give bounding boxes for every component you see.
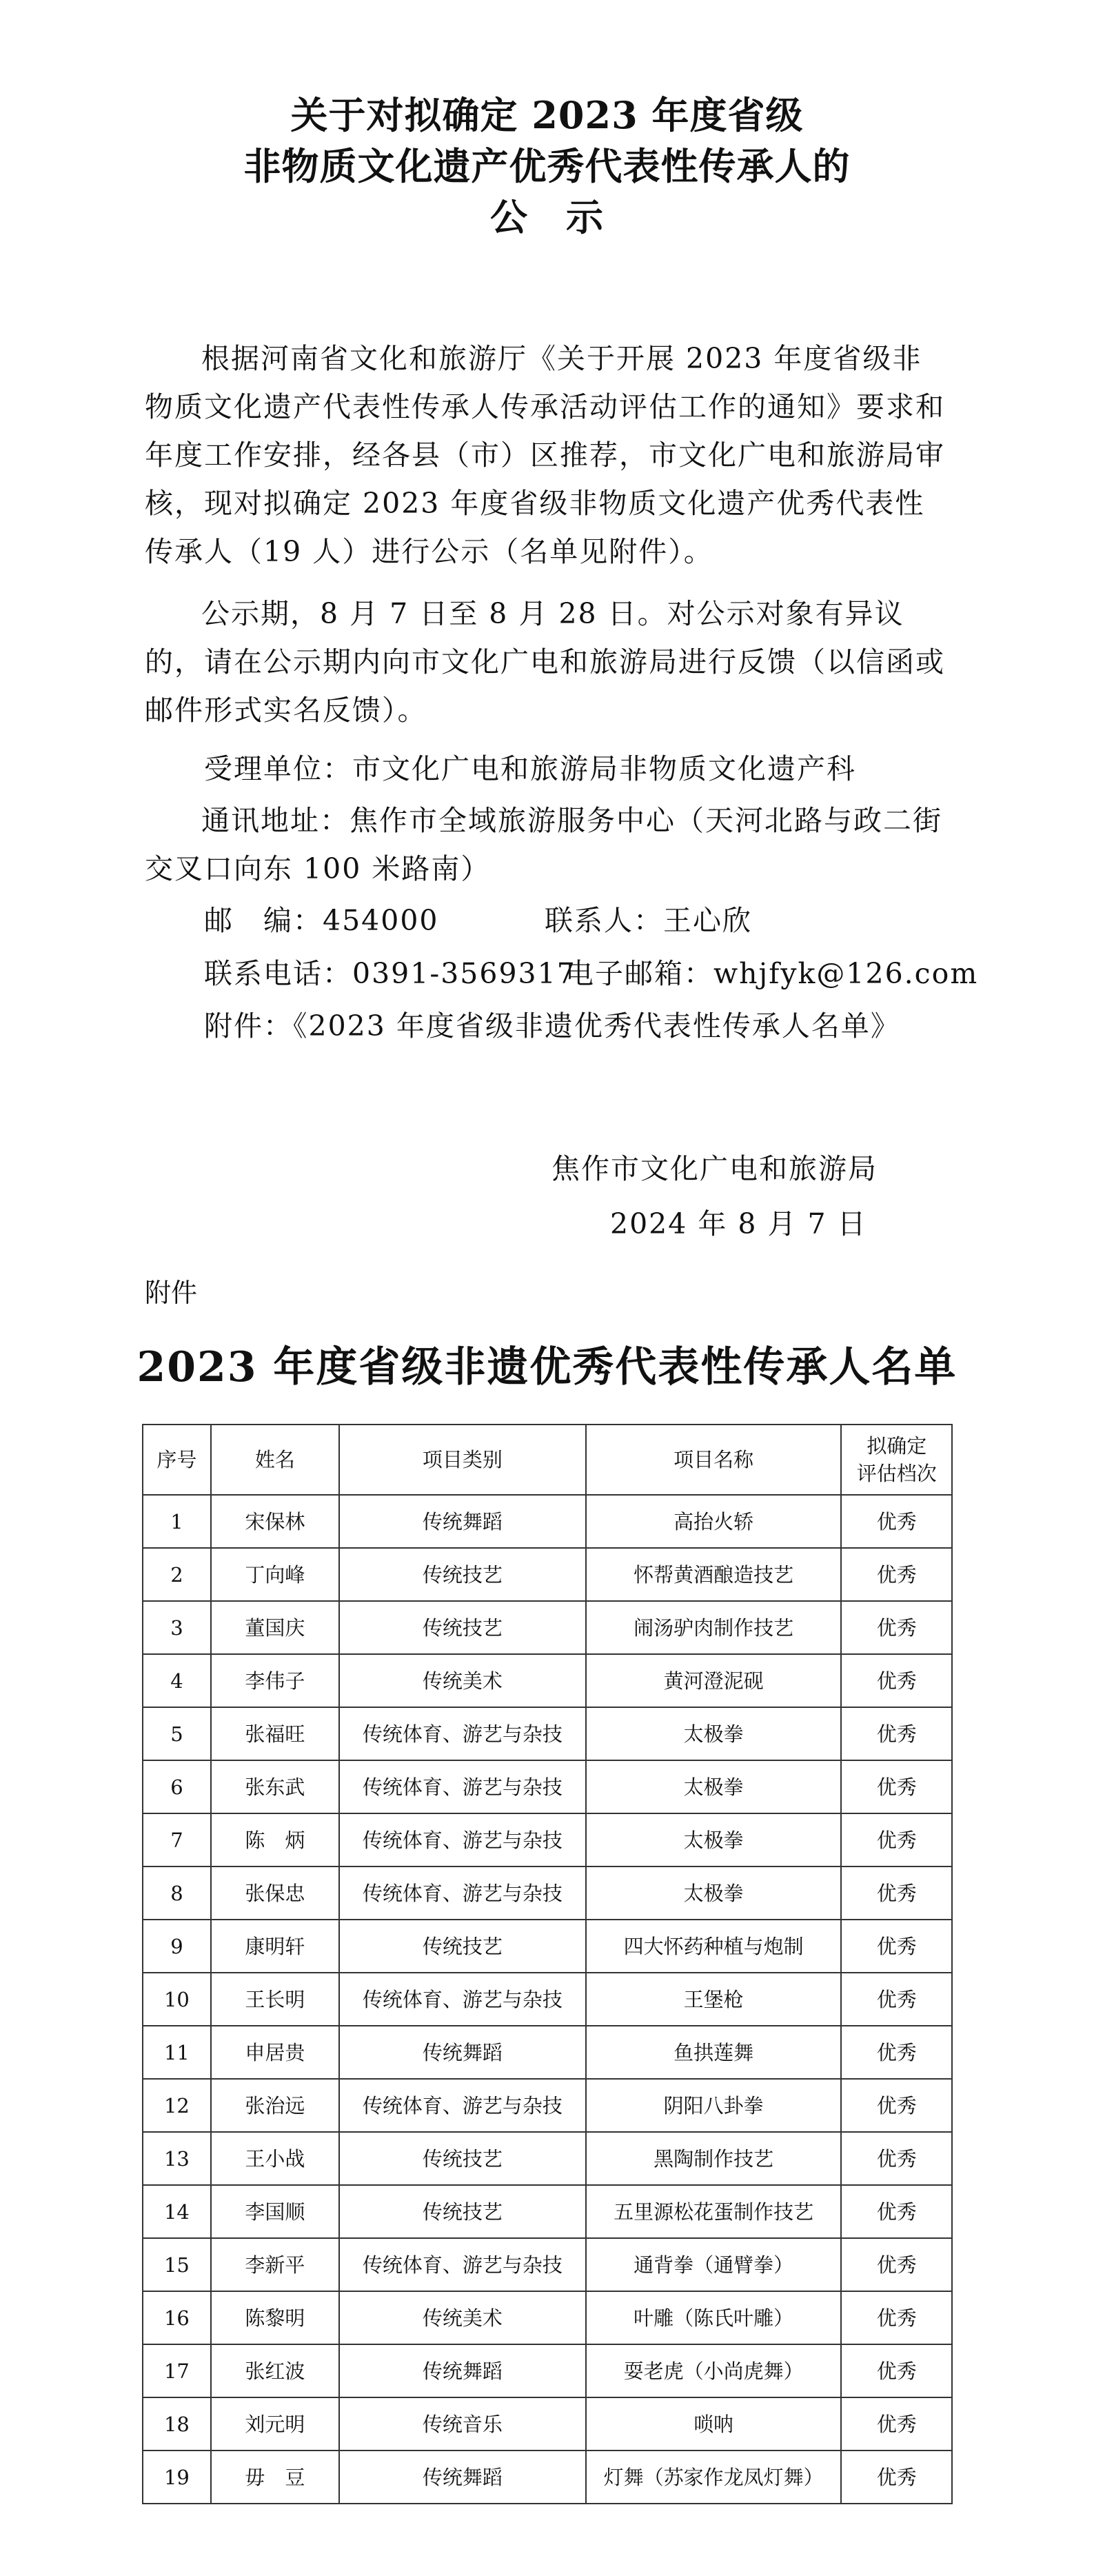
attachment-reference: 附件：《2023 年度省级非遗优秀代表性传承人名单》 [204,1009,900,1043]
cell-no: 7 [143,1813,211,1866]
cell-no: 18 [143,2397,211,2451]
cell-project: 王堡枪 [586,1973,842,2026]
cell-no: 13 [143,2132,211,2185]
cell-category: 传统舞蹈 [339,2026,586,2079]
table-row [143,1654,952,1707]
cell-category: 传统美术 [339,1654,586,1707]
attachment-title: 2023 年度省级非遗优秀代表性传承人名单 [136,1343,958,1391]
cell-category: 传统技艺 [339,2185,586,2238]
cell-name: 张红波 [211,2344,339,2397]
table-row [143,2079,952,2132]
table-row [143,1813,952,1866]
cell-grade: 优秀 [841,1866,952,1920]
cell-category: 传统体育、游艺与杂技 [339,1866,586,1920]
contact-phone: 联系电话：0391-3569317 [204,957,576,990]
table-row [143,2451,952,2504]
cell-category: 传统舞蹈 [339,2451,586,2504]
cell-category: 传统体育、游艺与杂技 [339,2079,586,2132]
header-category: 项目类别 [339,1425,586,1495]
cell-no: 9 [143,1920,211,1973]
cell-name: 康明轩 [211,1920,339,1973]
cell-project: 黑陶制作技艺 [586,2132,842,2185]
cell-name: 王小战 [211,2132,339,2185]
table-row [143,2291,952,2344]
notice-title-line-1: 关于对拟确定 2023 年度省级 [290,93,804,137]
cell-category: 传统技艺 [339,1548,586,1601]
table-row [143,1707,952,1760]
cell-no: 10 [143,1973,211,2026]
cell-category: 传统技艺 [339,2132,586,2185]
table-row [143,1760,952,1813]
cell-name: 毋 豆 [211,2451,339,2504]
cell-grade: 优秀 [841,2185,952,2238]
cell-name: 张治远 [211,2079,339,2132]
cell-no: 16 [143,2291,211,2344]
cell-category: 传统音乐 [339,2397,586,2451]
issue-date: 2024 年 8 月 7 日 [610,1207,867,1240]
cell-no: 17 [143,2344,211,2397]
cell-name: 刘元明 [211,2397,339,2451]
cell-grade: 优秀 [841,2079,952,2132]
cell-project: 太极拳 [586,1707,842,1760]
notice-title-line-3: 公 示 [490,195,604,239]
cell-grade: 优秀 [841,2238,952,2291]
table-row [143,2344,952,2397]
cell-no: 5 [143,1707,211,1760]
table-row [143,2185,952,2238]
cell-grade: 优秀 [841,1654,952,1707]
cell-no: 12 [143,2079,211,2132]
cell-project: 怀帮黄酒酿造技艺 [586,1548,842,1601]
cell-grade: 优秀 [841,1495,952,1548]
cell-category: 传统体育、游艺与杂技 [339,1760,586,1813]
table-row [143,1548,952,1601]
notice-paragraph-2: 公示期，8 月 7 日至 8 月 28 日。对公示对象有异议的，请在公示期内向市文化广电和旅游局进行反馈（以信函或邮件形式实名反馈）。 [145,597,945,727]
attachment-label: 附件 [145,1278,198,1308]
table-row [143,1866,952,1920]
cell-category: 传统技艺 [339,1601,586,1654]
cell-category: 传统舞蹈 [339,2344,586,2397]
cell-name: 申居贵 [211,2026,339,2079]
cell-grade: 优秀 [841,1707,952,1760]
cell-name: 丁向峰 [211,1548,339,1601]
cell-name: 宋保林 [211,1495,339,1548]
cell-grade: 优秀 [841,1548,952,1601]
cell-project: 高抬火轿 [586,1495,842,1548]
header-no: 序号 [143,1425,211,1495]
cell-grade: 优秀 [841,2132,952,2185]
cell-project: 黄河澄泥砚 [586,1654,842,1707]
table-row [143,1973,952,2026]
contact-person: 联系人：王心欣 [545,904,752,937]
cell-project: 太极拳 [586,1813,842,1866]
cell-grade: 优秀 [841,2451,952,2504]
notice-title-line-2: 非物质文化遗产优秀代表性传承人的 [243,144,851,188]
cell-category: 传统体育、游艺与杂技 [339,1813,586,1866]
cell-project: 耍老虎（小尚虎舞） [586,2344,842,2397]
cell-project: 通背拳（通臂拳） [586,2238,842,2291]
cell-project: 闹汤驴肉制作技艺 [586,1601,842,1654]
cell-project: 太极拳 [586,1866,842,1920]
cell-category: 传统技艺 [339,1920,586,1973]
cell-project: 五里源松花蛋制作技艺 [586,2185,842,2238]
cell-name: 张保忠 [211,1866,339,1920]
cell-project: 太极拳 [586,1760,842,1813]
handling-unit: 受理单位：市文化广电和旅游局非物质文化遗产科 [204,752,856,785]
cell-grade: 优秀 [841,2397,952,2451]
table-row [143,2397,952,2451]
cell-project: 唢呐 [586,2397,842,2451]
cell-project: 阴阳八卦拳 [586,2079,842,2132]
cell-no: 15 [143,2238,211,2291]
postcode: 邮 编：454000 [204,904,439,937]
header-grade [841,1425,952,1495]
inheritor-table [142,1424,953,2504]
table-row [143,1601,952,1654]
table-row [143,1495,952,1548]
cell-category: 传统体育、游艺与杂技 [339,2238,586,2291]
table-header-row [143,1425,952,1495]
cell-name: 张东武 [211,1760,339,1813]
cell-name: 董国庆 [211,1601,339,1654]
cell-no: 4 [143,1654,211,1707]
cell-grade: 优秀 [841,1920,952,1973]
cell-project: 灯舞（苏家作龙凤灯舞） [586,2451,842,2504]
header-grade-line-1: 拟确定 [867,1434,927,1458]
cell-no: 3 [143,1601,211,1654]
cell-category: 传统体育、游艺与杂技 [339,1973,586,2026]
header-name: 姓名 [211,1425,339,1495]
cell-grade: 优秀 [841,2344,952,2397]
table-row [143,1920,952,1973]
cell-name: 陈 炳 [211,1813,339,1866]
cell-project: 叶雕（陈氏叶雕） [586,2291,842,2344]
table-row [143,2026,952,2079]
cell-no: 11 [143,2026,211,2079]
cell-grade: 优秀 [841,2291,952,2344]
cell-no: 8 [143,1866,211,1920]
cell-name: 李伟子 [211,1654,339,1707]
cell-grade: 优秀 [841,1813,952,1866]
cell-grade: 优秀 [841,1601,952,1654]
notice-paragraph-1: 根据河南省文化和旅游厅《关于开展 2023 年度省级非物质文化遗产代表性传承人传承活动评估工作的通知》要求和年度工作安排，经各县（市）区推荐，市文化广电和旅游局审核，现对拟确定 2023 年度省级非物质文化遗产优秀代表性传承人（19 人）进行公示（名单见附件）。 [145,342,945,568]
cell-no: 19 [143,2451,211,2504]
table-row [143,2238,952,2291]
cell-category: 传统体育、游艺与杂技 [339,1707,586,1760]
cell-name: 陈黎明 [211,2291,339,2344]
header-project: 项目名称 [586,1425,842,1495]
cell-category: 传统美术 [339,2291,586,2344]
mailing-address: 通讯地址：焦作市全域旅游服务中心（天河北路与政二街交叉口向东 100 米路南） [145,804,942,885]
header-grade-line-2: 评估档次 [856,1462,937,1485]
issuer-signature: 焦作市文化广电和旅游局 [551,1152,878,1185]
cell-name: 李国顺 [211,2185,339,2238]
contact-email: 电子邮箱：whjfyk@126.com [565,957,979,990]
cell-name: 李新平 [211,2238,339,2291]
table-body [143,1495,952,2504]
cell-project: 四大怀药种植与炮制 [586,1920,842,1973]
cell-project: 鱼拱莲舞 [586,2026,842,2079]
cell-no: 6 [143,1760,211,1813]
cell-grade: 优秀 [841,2026,952,2079]
cell-grade: 优秀 [841,1973,952,2026]
cell-no: 2 [143,1548,211,1601]
cell-grade: 优秀 [841,1760,952,1813]
cell-no: 14 [143,2185,211,2238]
cell-no: 1 [143,1495,211,1548]
cell-category: 传统舞蹈 [339,1495,586,1548]
cell-name: 张福旺 [211,1707,339,1760]
cell-name: 王长明 [211,1973,339,2026]
table-row [143,2132,952,2185]
